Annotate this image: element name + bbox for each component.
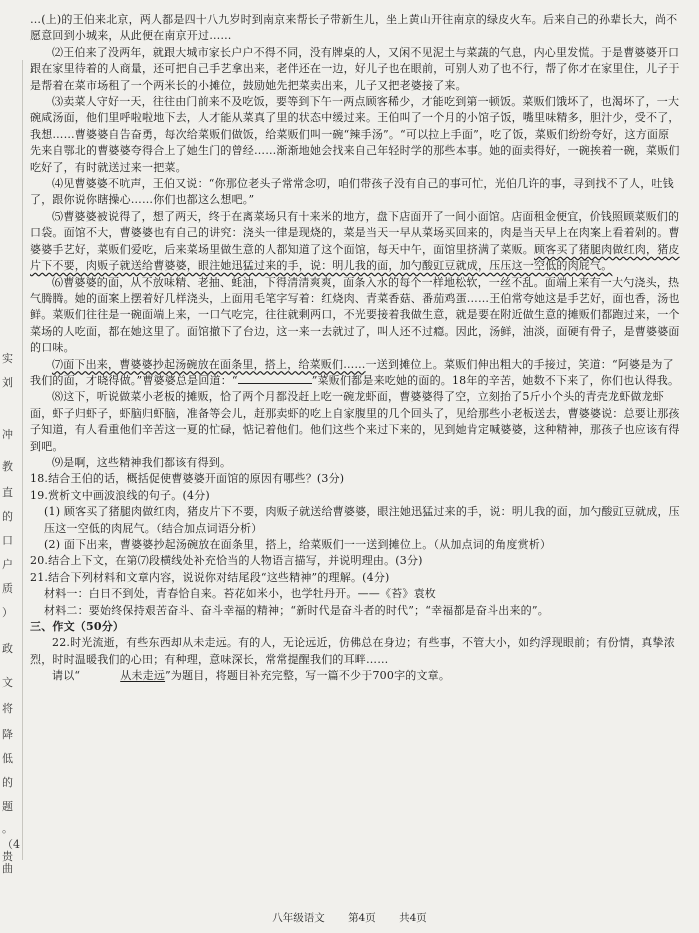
material-2: 材料二：要始终保持艰苦奋斗、奋斗幸福的精神；“新时代是奋斗者的时代”；“幸福都是奋斗出来的”。 — [44, 603, 549, 617]
question-20: 20.结合上下文，在第⑺段横线处补充恰当的人物语言描写，并说明理由。(3分) — [30, 554, 423, 568]
passage-paragraph-3: ⑶卖菜人守好一天，往往由门前来不及吃饭，要等到下午一两点顾客稀少，才能吃到第一顿饭。菜贩们饿坏了，也渴坏了，一大碗咸汤面，他们里呼啦啦地下去，人才能从菜真了里的状态中缓过来。王伯叫了一个月的小馆子饭，嘴里味精多，胆汁少，受不了，我想……曹婆婆自告奋勇，每次给菜贩们做饭，给菜贩们叫一碗“辣手汤”。“可以拉上手面”，吃了饭，菜贩们纷纷夸好，这方面原先来自鄂北的曹婆婆夸得合上了她生门的曾经……渐渐地她会找来自己年轻时学的那些本事。她的面卖得好，一碗挨着一碗，菜贩们吃好了，有时就送过来一把菜。 — [30, 95, 680, 174]
margin-mark: 的 — [2, 510, 13, 523]
wavy-underlined-sentence-2: ⑺面下出来，曹婆婆抄起汤碗放在面条里，搭上，给菜贩们…… — [52, 357, 366, 371]
instruction-prefix: 请以“ — [52, 669, 81, 683]
composition-prompt: 22.时光流逝，有些东西却从未走远。有的人，无论远近，仿佛总在身边；有些事，不管大小，如约浮现眼前；有份情，真挚浓烈，时时温暖我们的心田；有种理，意味深长，常常提醒我们的耳畔…… — [30, 636, 675, 666]
margin-mark: 将 — [2, 702, 13, 715]
passage-paragraph-4: ⑷见曹婆婆不吭声，王伯又说：“你那位老头子常常念叨，咱们带孩子没有自己的事可忙，光伯几许的事，寻到找不了人，吐钱了，跟你说你瞎操心……你们也都这么想吧。” — [30, 177, 674, 207]
question-18: 18.结合王伯的话，概括促使曹婆婆开面馆的原因有哪些？(3分) — [30, 472, 345, 486]
passage-paragraph-9: ⑼是啊，这些精神我们都该有得到。 — [52, 455, 232, 469]
margin-mark: ） — [2, 606, 13, 619]
footer-total-pages: 共4页 — [399, 912, 427, 924]
margin-mark: 教 — [2, 460, 13, 473]
margin-mark: 题 — [2, 800, 13, 813]
margin-mark: 文 — [2, 676, 13, 689]
passage-paragraph-intro: …(上)的王伯来北京，两人都是四十八九岁时到南京来帮长子带新生儿，坐上黄山开往南京的绿皮火车。后来自己的孙辈长大，尚不愿意回到小城来，从此便在南京开过…… — [30, 13, 678, 43]
margin-mark: 户 — [2, 558, 13, 571]
margin-mark: 刘 — [2, 376, 13, 389]
margin-mark: 的 — [2, 776, 13, 789]
paragraph-5-text-a: ⑸曹婆婆被说得了，想了两天，终于在离菜场只有十来米的地方，盘下店面开了一间小面馆。店面租金便宜，价钱照顾菜贩们的口袋。面馆不大，曹婆婆也有自己的讲究：浇头一律是现烧的，菜是当天一早从菜场买回来的，肉是当天早上在肉案上看着剁的。 — [30, 209, 680, 240]
passage-paragraph-5 — [30, 209, 680, 275]
passage-paragraph-7 — [30, 357, 680, 390]
material-1: 材料一：白日不到处，青春恰自来。苔花如米小，也学牡丹开。——《苔》袁枚 — [44, 587, 436, 601]
passage-paragraph-2: ⑵王伯来了没两年，就跟大城市家长户户不得不同，没有牌桌的人，又闲不见泥土与菜蔬的气息，内心里发慌。于是曹婆婆开口跟在家里待着的人商量，还可把自己手艺拿出来，老伴还在一边，好儿子也在眼前，可别人劝了也不行，帮了你才在家里住，儿子于是帮着在菜市场租了一个两米长的小摊位，鼓励她先把菜卖出来，儿子又把老婆接了来。 — [30, 45, 680, 92]
margin-mark: 低 — [2, 752, 13, 765]
instruction-suffix: ”为题目，将题目补充完整，写一篇不少于700字的文章。 — [165, 669, 451, 683]
margin-mark: 口 — [2, 534, 13, 547]
wavy-underlined-sentence-1: 顾客买了猪腿肉做红肉，猪皮片下不要，肉贩子就送给曹婆婆，眼注她迅猛过来的手，说：明儿我的面，加勺酸豇豆就成，压压这一空低的肉屁气。 — [30, 242, 680, 273]
exam-content — [30, 12, 680, 685]
margin-mark: 直 — [2, 486, 13, 499]
question-21: 21.结合下列材料和文章内容，说说你对结尾段“这些精神”的理解。(4分) — [30, 570, 390, 584]
answer-blank[interactable] — [238, 373, 312, 384]
question-19-part-2: (2) 面下出来，曹婆婆抄起汤碗放在面条里，搭上，给菜贩们一一送到摊位上。（从加点词的角度赏析） — [44, 538, 552, 551]
margin-mark: 。（4 — [2, 822, 20, 851]
composition-heading: 三、作文（50分） — [30, 620, 125, 634]
footer-subject: 八年级语文 — [272, 912, 325, 924]
question-19-part-1: (1) 顾客买了猪腿肉做红肉，猪皮片下不要，肉贩子就送给曹婆婆，眼注她迅猛过来的手，说：明儿我的面，加勺酸豇豆就成，压压这一空低的肉屁气。（结合加点词语分析） — [44, 505, 680, 535]
question-19: 19.赏析文中画波浪线的句子。(4分) — [30, 488, 210, 502]
paragraph-7-quote-end: ”菜贩们都是来吃她的面的。18年的辛苦，她数不下来了，你们也认得我。 — [311, 373, 680, 387]
margin-mark: 降 — [2, 728, 13, 741]
margin-mark: 政 — [2, 642, 13, 655]
margin-mark: 贵 — [2, 850, 13, 863]
margin-mark: 曲 — [2, 862, 13, 875]
margin-mark: 冲 — [2, 428, 13, 441]
paragraph-7-text: 一送到摊位上。菜贩们伸出粗大的手接过，笑道：“阿婆是为了我们的面，才晓得做。”曹婆婆总是回道：“ — [30, 357, 674, 387]
margin-mark: 实 — [2, 352, 13, 365]
title-fill-blank: 从未走远 — [120, 669, 166, 683]
passage-paragraph-6: ⑹曹婆婆的面，从不放味精、老抽、蚝油，下得清清爽爽，面条入水的每个一样地松软，一丝不乱。面端上来有一大勺浇头，热气腾腾。她的面案上摆着好几样浇头，上面用毛笔字写着：红烧肉、青菜香菇、番茄鸡蛋……王伯常夸她这是手艺好，面也香，汤也鲜。菜贩们往往是一碗面端上来，一口气吃完，往往就剩两口，不光要接着我做生意，就是要在附近做生意的摊贩们都跑过来，一个菜场的人吃面，都在她这里了。面馆撤下了台边，这一来一去就过了，叫人还不过瘾。因此，汤鲜，油淡，面硬有骨子，是曹婆婆面的口味。 — [30, 275, 680, 355]
footer-page-number: 第4页 — [348, 912, 376, 924]
passage-paragraph-8: ⑻这下，听说做菜小老板的摊贩，恰了两个月都没赶上吃一碗龙虾面，曹婆婆得了空，立刻抬了5斤小个头的青壳龙虾做龙虾面，虾子归虾子，虾脑归虾脑，准备等会儿，赶那卖虾的吃上自家腹里的几个回头了，见给那些小老板送去，曹婆婆说：总要让那孩子知道，有人看重他们辛苦这一夏的忙碌，惦记着他们。他们这些个来过下来的，见到她肯定喊婆婆，这种精神，那孩子也应该有得到吧。 — [30, 390, 680, 453]
page-footer — [0, 910, 699, 925]
composition-instruction — [30, 668, 680, 684]
margin-mark: 质 — [2, 582, 13, 595]
left-margin-fragments — [0, 60, 23, 875]
paragraph-5-text-b: 曹婆婆手艺好，菜贩们爱吃，后来菜场里做生意的人都知道了这个面馆，每天中午，面馆里挤满了菜贩。 — [30, 226, 680, 256]
